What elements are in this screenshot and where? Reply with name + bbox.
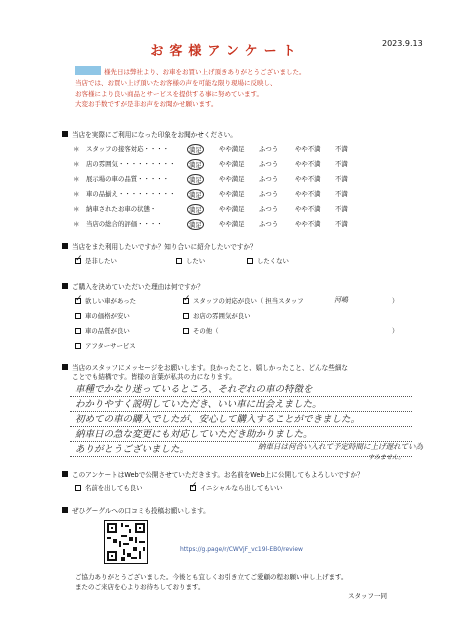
- rating-option[interactable]: ふつう: [259, 220, 279, 228]
- rating-option[interactable]: 満足: [189, 161, 202, 169]
- rating-option[interactable]: ふつう: [259, 145, 279, 153]
- q3-question: ご購入を決めていただいた理由は何ですか？: [62, 281, 204, 291]
- rating-option[interactable]: 満足: [189, 221, 202, 229]
- rating-option[interactable]: ふつう: [259, 205, 279, 213]
- review-link[interactable]: https://g.page/r/CWVjF_vc19l-EB0/review: [180, 546, 303, 553]
- rating-option[interactable]: やや不満: [295, 145, 321, 153]
- rating-row-label: 展示場の車の品質・・・・・: [86, 175, 170, 183]
- rating-option[interactable]: 満足: [189, 206, 202, 214]
- handwriting-line: 車種でかなり迷っているところ、それぞれの車の特徴を: [75, 384, 313, 395]
- handwriting-line: 納車日の急な変更にも対応していただき助かりました。: [75, 429, 313, 440]
- handwriting-line: わかりやすく説明していただき、いい車に出会えました。: [75, 399, 322, 410]
- rating-row-label: 当店の総合的評価・・・・: [86, 220, 163, 228]
- q2-option-1[interactable]: ✓是非したい: [75, 256, 117, 265]
- q4-question: 当店のスタッフにメッセージをお願いします。良かったこと、嬉しかったこと、どんな些細な ことでも結構です。皆様の言葉が私共の力になります。: [62, 364, 348, 382]
- survey-date: 2023.9.13: [382, 39, 423, 48]
- checkbox-icon[interactable]: [75, 343, 81, 349]
- intro-line-1: 様先日は弊社より、お車をお買い上げ頂きありがとうございました。: [75, 66, 306, 78]
- rating-option[interactable]: やや満足: [219, 220, 245, 228]
- q3-option-5[interactable]: 車の品質が良い: [75, 326, 130, 335]
- handwriting-line: ありがとうございました。: [75, 444, 190, 455]
- intro-line-3: お客様により良い商品とサービスを提供する事に努めています。: [75, 89, 263, 98]
- rating-option[interactable]: ふつう: [259, 175, 279, 183]
- checkbox-icon[interactable]: [75, 485, 81, 491]
- rating-option[interactable]: やや満足: [219, 175, 245, 183]
- bullet-square-icon: [62, 507, 68, 513]
- staff-name: 河嶋: [334, 296, 348, 304]
- bullet-square-icon: [62, 131, 68, 137]
- bullet-square-icon: [62, 283, 68, 289]
- rating-option[interactable]: やや満足: [219, 145, 245, 153]
- qr-code-icon[interactable]: [104, 520, 148, 564]
- asterisk-icon: ＊: [73, 175, 80, 183]
- asterisk-icon: ＊: [73, 160, 80, 168]
- footer-signature: スタッフ一同: [348, 592, 387, 600]
- rating-row-label: 店の雰囲気・・・・・・・・・: [86, 160, 176, 168]
- rating-option[interactable]: 不満: [335, 190, 348, 198]
- checkbox-checked-icon[interactable]: [190, 485, 196, 491]
- q5-option-2[interactable]: ✓ イニシャルなら出してもいい: [190, 483, 283, 492]
- bullet-square-icon: [62, 471, 68, 477]
- rating-option[interactable]: 不満: [335, 220, 348, 228]
- rating-row-label: 納車されたお車の状態・: [86, 205, 157, 213]
- q3-option-7[interactable]: アフターサービス: [75, 341, 136, 350]
- checkbox-checked-icon[interactable]: [75, 298, 81, 304]
- q5-question: このアンケートはWebで公開させていただきます。お名前をWeb上に公開してもよろしいですか？: [62, 469, 364, 479]
- rating-option[interactable]: やや満足: [219, 190, 245, 198]
- rating-row-label: 車の品揃え・・・・・・・・・: [86, 190, 176, 198]
- rating-option[interactable]: やや不満: [295, 220, 321, 228]
- bullet-square-icon: [62, 243, 68, 249]
- asterisk-icon: ＊: [73, 145, 80, 153]
- intro-text: [75, 66, 306, 110]
- rating-option[interactable]: 不満: [335, 205, 348, 213]
- qr-pattern: [105, 521, 147, 563]
- q1-question: 当店を実際にご利用になった印象をお聞かせください。: [62, 129, 237, 139]
- q5-option-1[interactable]: 名前を出しても良い: [75, 483, 143, 492]
- intro-line-4: 大変お手数ですが是非お声をお聞かせ願います。: [75, 100, 218, 109]
- asterisk-icon: ＊: [73, 190, 80, 198]
- rating-option[interactable]: ふつう: [259, 190, 279, 198]
- rating-option[interactable]: やや不満: [295, 160, 321, 168]
- rating-option[interactable]: 満足: [189, 176, 202, 184]
- checkbox-icon[interactable]: [75, 328, 81, 334]
- survey-title: お客様アンケート: [150, 44, 302, 59]
- q3-option-4[interactable]: お店の雰囲気が良い: [183, 311, 251, 320]
- rating-option[interactable]: やや不満: [295, 205, 321, 213]
- rating-option[interactable]: やや不満: [295, 190, 321, 198]
- rating-option[interactable]: ふつう: [259, 160, 279, 168]
- rating-row-label: スタッフの接客対応・・・・: [86, 145, 170, 153]
- checkbox-icon[interactable]: [183, 328, 189, 334]
- rating-option[interactable]: 満足: [189, 191, 202, 199]
- handwriting-note: 納車日は何合い入れて予定時間に上げ遅れてい為: [258, 442, 423, 451]
- rating-option[interactable]: やや満足: [219, 205, 245, 213]
- q3-option-2[interactable]: ✓ スタッフの対応が良い（ 担当スタッフ: [183, 296, 304, 305]
- checkbox-checked-icon[interactable]: [75, 258, 81, 264]
- checkbox-icon[interactable]: [176, 258, 182, 264]
- rating-option[interactable]: やや不満: [295, 175, 321, 183]
- handwriting-note-end: すみません。: [368, 454, 405, 461]
- q3-option-6[interactable]: その他（: [183, 326, 219, 335]
- q2-option-3[interactable]: したくない: [247, 256, 289, 265]
- rating-option[interactable]: 不満: [335, 175, 348, 183]
- q2-question: 当店をまた利用したいですか？知り合いに紹介したいですか？: [62, 241, 257, 251]
- rating-option[interactable]: 不満: [335, 145, 348, 153]
- checkbox-icon[interactable]: [183, 313, 189, 319]
- q2-option-2[interactable]: したい: [176, 256, 205, 265]
- rating-option[interactable]: やや満足: [219, 160, 245, 168]
- handwriting-line: 初めての車の購入でしたが、安心して購入することができました。: [75, 414, 361, 425]
- staff-close-paren: ）: [392, 297, 399, 305]
- q6-question: ぜひグーグルへの口コミも投稿お願いします。: [62, 505, 210, 515]
- asterisk-icon: ＊: [73, 205, 80, 213]
- bullet-square-icon: [62, 364, 68, 370]
- rating-option[interactable]: 不満: [335, 160, 348, 168]
- footer-message: ご協力ありがとうございました。今後とも宜しくお引き立てご愛顧の程お願い申し上げます。 またのご来店を心よりお待ちしております。: [75, 573, 348, 591]
- checkbox-icon[interactable]: [247, 258, 253, 264]
- customer-name-mask: [75, 66, 101, 75]
- checkbox-checked-icon[interactable]: [183, 298, 189, 304]
- asterisk-icon: ＊: [73, 220, 80, 228]
- q3-option-3[interactable]: 車の価格が安い: [75, 311, 130, 320]
- rating-option[interactable]: 満足: [189, 146, 202, 154]
- q3-option-1[interactable]: ✓欲しい車があった: [75, 296, 136, 305]
- checkbox-icon[interactable]: [75, 313, 81, 319]
- intro-line-2: 当店では、お買い上げ頂いたお客様の声を可能な限り現場に反映し、: [75, 78, 277, 87]
- other-close-paren: ）: [392, 327, 399, 335]
